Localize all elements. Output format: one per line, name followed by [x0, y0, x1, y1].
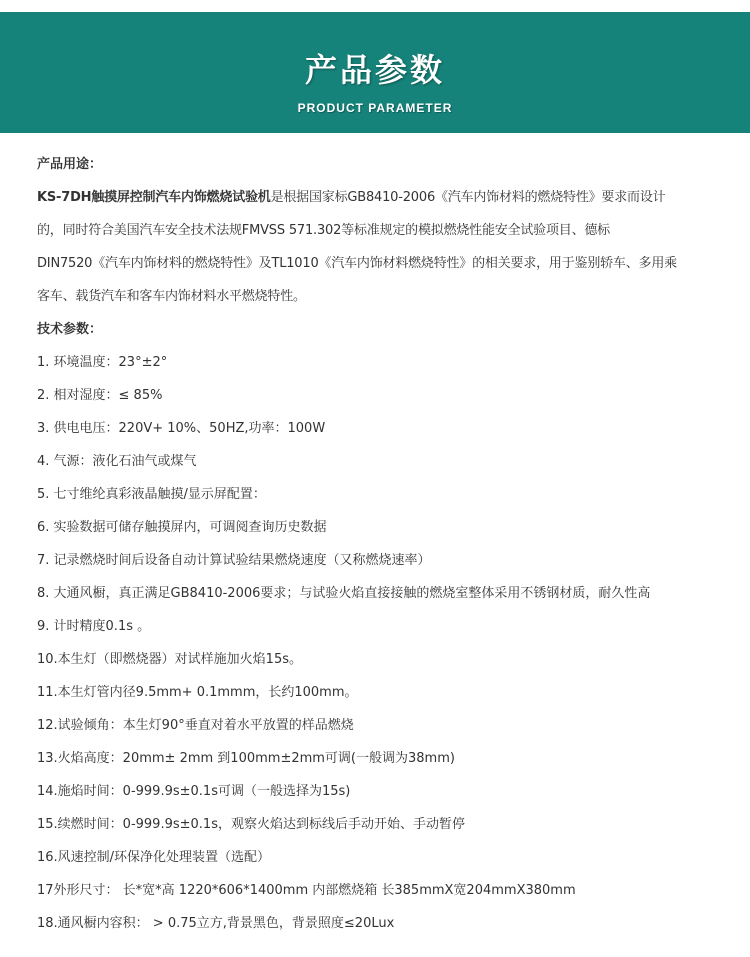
tech-item: 8. 大通风橱，真正满足GB8410-2006要求；与试验火焰直接接触的燃烧室整体采用不锈钢材质，耐久性高	[37, 586, 651, 601]
usage-line: DIN7520《汽车内饰材料的燃烧特性》及TL1010《汽车内饰材料燃烧特性》的相关要求，用于鉴别轿车、多用乘	[37, 256, 677, 271]
tech-item: 10.本生灯（即燃烧器）对试样施加火焰15s。	[37, 652, 302, 667]
usage-line	[37, 181, 737, 214]
tech-item: 1. 环境温度：23°±2°	[37, 355, 168, 370]
tech-item: 14.施焰时间：0-999.9s±0.1s可调（一般选择为15s)	[37, 784, 351, 799]
content-body	[37, 148, 737, 940]
tech-heading: 技术参数：	[37, 322, 103, 337]
tech-item: 11.本生灯管内径9.5mm+ 0.1mmm，长约100mm。	[37, 685, 358, 700]
tech-item: 6. 实验数据可储存触摸屏内，可调阅查询历史数据	[37, 520, 327, 535]
header-banner	[0, 12, 750, 133]
tech-list	[37, 346, 737, 940]
tech-item: 15.续燃时间：0-999.9s±0.1s，观察火焰达到标线后手动开始、手动暂停	[37, 817, 465, 832]
tech-item: 2. 相对湿度：≤ 85%	[37, 388, 163, 403]
tech-item: 9. 计时精度0.1s 。	[37, 619, 151, 634]
tech-item: 7. 记录燃烧时间后设备自动计算试验结果燃烧速度（又称燃烧速率）	[37, 553, 431, 568]
tech-item: 5. 七寸维纶真彩液晶触摸/显示屏配置：	[37, 487, 266, 502]
usage-line: 的，同时符合美国汽车安全技术法规FMVSS 571.302等标准规定的模拟燃烧性能安全试验项目、德标	[37, 223, 610, 238]
usage-line: 客车、载货汽车和客车内饰材料水平燃烧特性。	[37, 289, 306, 304]
banner-title: 产品参数	[304, 51, 445, 89]
tech-item: 18.通风橱内容积： > 0.75立方,背景黑色，背景照度≤20Lux	[37, 916, 395, 931]
tech-item: 16.风速控制/环保净化处理装置（选配）	[37, 850, 271, 865]
usage-paragraph	[37, 181, 737, 313]
tech-item: 12.试验倾角：本生灯90°垂直对着水平放置的样品燃烧	[37, 718, 354, 733]
tech-item: 4. 气源：液化石油气或煤气	[37, 454, 197, 469]
tech-item: 3. 供电电压：220V+ 10%、50HZ,功率：100W	[37, 421, 326, 436]
usage-text: 是根据国家标GB8410-2006《汽车内饰材料的燃烧特性》要求而设计	[270, 190, 666, 205]
banner-subtitle: PRODUCT PARAMETER	[297, 101, 453, 115]
tech-item: 13.火焰高度：20mm± 2mm 到100mm±2mm可调(一般调为38mm)	[37, 751, 455, 766]
usage-heading: 产品用途：	[37, 157, 103, 172]
product-name: KS-7DH触摸屏控制汽车内饰燃烧试验机	[37, 190, 271, 205]
tech-item: 17外形尺寸： 长*宽*高 1220*606*1400mm 内部燃烧箱 长385mmX宽204mmX380mm	[37, 883, 576, 898]
